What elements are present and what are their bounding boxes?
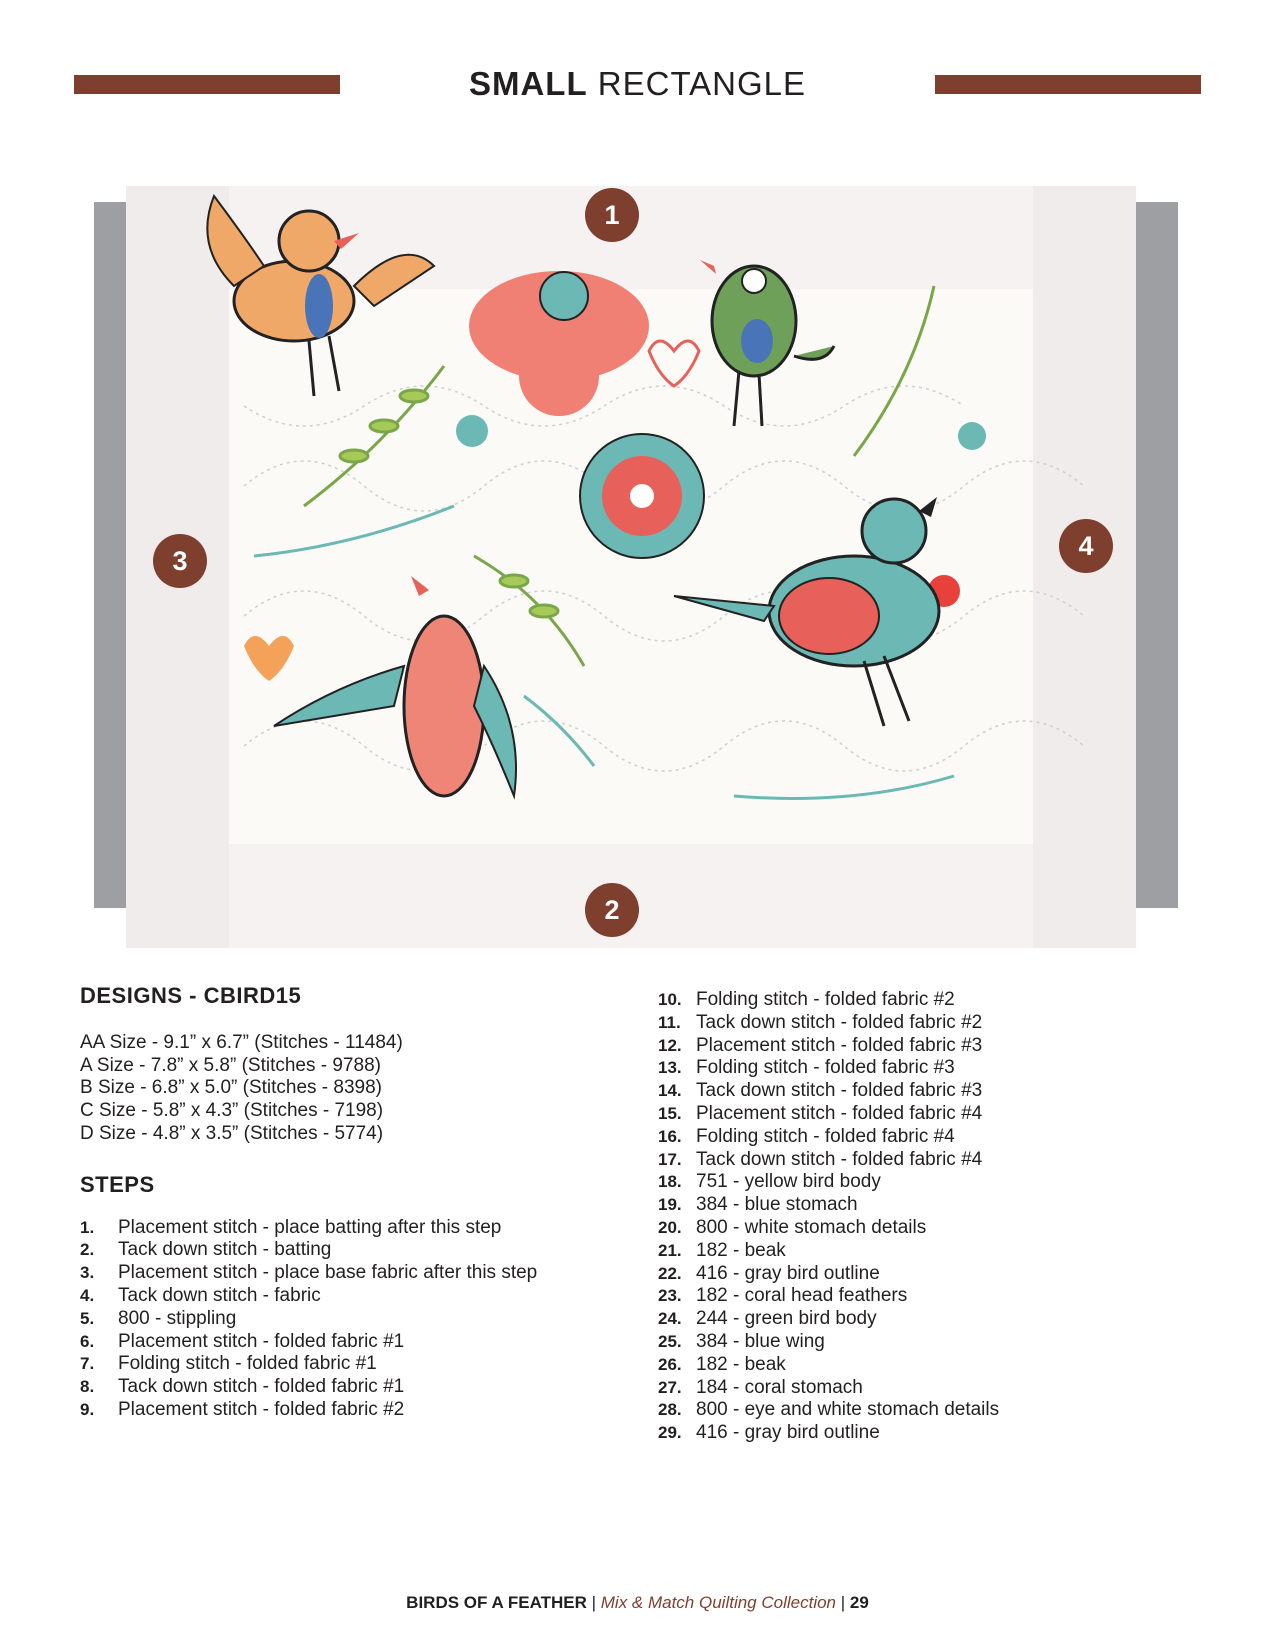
step-number: 14. (658, 1081, 682, 1101)
step-item (80, 1399, 660, 1422)
right-column (658, 989, 1218, 1445)
footer-collection: Mix & Match Quilting Collection (600, 1593, 837, 1612)
step-item (80, 1308, 660, 1331)
step-number: 4. (80, 1285, 95, 1305)
step-text: 800 - stippling (118, 1307, 237, 1329)
steps-list-right (658, 989, 1218, 1445)
step-text: Folding stitch - folded fabric #2 (696, 989, 955, 1010)
step-item (658, 1217, 1218, 1240)
step-number: 16. (658, 1126, 682, 1146)
step-text: Tack down stitch - fabric (118, 1284, 321, 1306)
step-text: Placement stitch - place batting after this step (118, 1216, 502, 1238)
step-item (658, 1126, 1218, 1149)
step-text: Tack down stitch - batting (118, 1239, 332, 1261)
size-d: D Size - 4.8” x 3.5” (Stitches - 5774) (80, 1122, 384, 1144)
page-title (340, 62, 935, 106)
step-text: Placement stitch - folded fabric #4 (696, 1102, 983, 1124)
step-number: 18. (658, 1172, 682, 1192)
step-number: 17. (658, 1149, 682, 1169)
size-aa: AA Size - 9.1” x 6.7” (Stitches - 11484) (80, 1031, 403, 1053)
design-sizes-list (80, 1032, 660, 1146)
page-number: 29 (849, 1593, 869, 1612)
step-item (80, 1217, 660, 1240)
small-teal-flower-right (958, 422, 986, 450)
quilt-block-photo (94, 186, 1178, 948)
step-item (658, 1057, 1218, 1080)
step-number: 6. (80, 1331, 95, 1351)
step-text: 416 - gray bird outline (696, 1422, 880, 1444)
step-number: 3. (80, 1263, 95, 1283)
step-text: 800 - white stomach details (696, 1216, 927, 1238)
step-number: 7. (80, 1354, 95, 1374)
step-item (658, 989, 1218, 1012)
teal-flower (580, 434, 704, 558)
header-rule-left (74, 75, 340, 94)
page-title-rest: RECTANGLE (597, 65, 807, 102)
step-text: 244 - green bird body (696, 1308, 877, 1330)
step-number: 29. (658, 1423, 682, 1443)
step-number: 19. (658, 1195, 682, 1215)
step-text: 800 - eye and white stomach details (696, 1399, 1000, 1421)
step-item (658, 1263, 1218, 1286)
step-number: 24. (658, 1309, 682, 1329)
step-item (80, 1353, 660, 1376)
step-number: 9. (80, 1399, 95, 1419)
step-text: Folding stitch - folded fabric #3 (696, 1057, 955, 1079)
step-text: 184 - coral stomach (696, 1376, 863, 1398)
step-number: 11. (658, 1012, 681, 1032)
footer-book-title: BIRDS OF A FEATHER (406, 1593, 587, 1612)
step-number: 5. (80, 1308, 95, 1328)
step-text: Placement stitch - place base fabric after this step (118, 1262, 538, 1284)
steps-heading: STEPS (80, 1171, 155, 1197)
designs-heading: DESIGNS - CBIRD15 (80, 983, 302, 1008)
step-item (80, 1376, 660, 1399)
step-text: Placement stitch - folded fabric #1 (118, 1330, 405, 1352)
step-number: 21. (658, 1240, 682, 1260)
step-item (658, 1377, 1218, 1400)
step-text: Tack down stitch - folded fabric #3 (696, 1080, 983, 1102)
step-number: 22. (658, 1263, 682, 1283)
step-number: 8. (80, 1377, 95, 1397)
step-item (658, 1012, 1218, 1035)
step-item (658, 1149, 1218, 1172)
step-item (658, 1331, 1218, 1354)
size-c: C Size - 5.8” x 4.3” (Stitches - 7198) (80, 1100, 384, 1122)
step-number: 25. (658, 1331, 682, 1351)
step-number: 13. (658, 1058, 682, 1078)
step-text: Placement stitch - folded fabric #3 (696, 1034, 983, 1056)
step-number: 28. (658, 1400, 682, 1420)
step-text: Tack down stitch - folded fabric #4 (696, 1148, 983, 1170)
footer-separator-2: | (836, 1593, 850, 1612)
step-item (658, 1354, 1218, 1377)
step-text: 182 - coral head feathers (696, 1285, 908, 1307)
page-footer (0, 1593, 1275, 1613)
step-item (658, 1422, 1218, 1445)
footer-separator: | (586, 1593, 601, 1612)
marker-2: 2 (585, 883, 639, 937)
step-item (80, 1262, 660, 1285)
step-item (658, 1399, 1218, 1422)
step-number: 2. (80, 1240, 95, 1260)
step-text: 751 - yellow bird body (696, 1171, 881, 1193)
step-item (658, 1285, 1218, 1308)
small-teal-flower (456, 415, 488, 447)
step-item (80, 1239, 660, 1262)
steps-list-left (80, 1217, 660, 1422)
quilt-block-illustration (94, 186, 1178, 948)
step-number: 12. (658, 1035, 682, 1055)
step-number: 27. (658, 1377, 682, 1397)
step-number: 1. (80, 1217, 95, 1237)
step-number: 26. (658, 1354, 682, 1374)
left-column (80, 985, 660, 1422)
step-item (80, 1331, 660, 1354)
step-text: 182 - beak (696, 1239, 786, 1261)
step-text: 384 - blue stomach (696, 1194, 858, 1216)
step-text: Placement stitch - folded fabric #2 (118, 1398, 405, 1420)
header-rule-right (935, 75, 1201, 94)
printed-fabric-panel (229, 289, 1033, 844)
step-text: Tack down stitch - folded fabric #2 (696, 1011, 983, 1033)
step-item (658, 1080, 1218, 1103)
step-item (658, 1194, 1218, 1217)
step-number: 23. (658, 1286, 682, 1306)
step-item (658, 1240, 1218, 1263)
step-item (658, 1308, 1218, 1331)
step-text: 384 - blue wing (696, 1330, 825, 1352)
step-item (658, 1035, 1218, 1058)
page-title-bold: SMALL (468, 65, 588, 102)
marker-3: 3 (153, 534, 207, 588)
step-text: 182 - beak (696, 1353, 786, 1375)
step-text: Folding stitch - folded fabric #4 (696, 1125, 955, 1147)
size-b: B Size - 6.8” x 5.0” (Stitches - 8398) (80, 1077, 383, 1099)
step-number: 10. (658, 990, 682, 1009)
step-item (658, 1103, 1218, 1126)
step-text: Tack down stitch - folded fabric #1 (118, 1376, 405, 1398)
step-item (658, 1171, 1218, 1194)
step-item (80, 1285, 660, 1308)
step-number: 15. (658, 1103, 682, 1123)
size-a: A Size - 7.8” x 5.8” (Stitches - 9788) (80, 1054, 381, 1076)
marker-1: 1 (585, 188, 639, 242)
step-number: 20. (658, 1217, 682, 1237)
step-text: Folding stitch - folded fabric #1 (118, 1353, 377, 1375)
step-text: 416 - gray bird outline (696, 1262, 880, 1284)
marker-4: 4 (1059, 519, 1113, 573)
